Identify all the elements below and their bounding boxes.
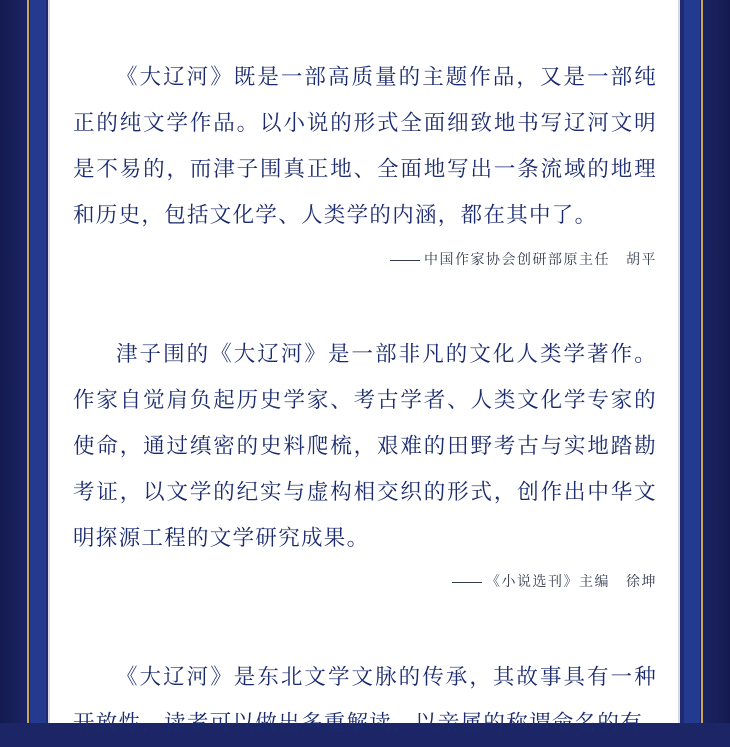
gold-border-left	[27, 0, 29, 723]
review-text: 《大辽河》既是一部高质量的主题作品，又是一部纯正的纯文学作品。以小说的形式全面细致地书写辽河文明是不易的，而津子围真正地、全面地写出一条流域的地理和历史，包括文化学、人类学的内涵，都在其中了。	[73, 65, 657, 228]
attribution-name: 胡平	[626, 252, 657, 268]
attribution-source: 《小说选刊》主编	[486, 574, 610, 590]
review-text: 津子围的《大辽河》是一部非凡的文化人类学著作。作家自觉肩负起历史学家、考古学者、人类文化学专家的使命，通过缜密的史料爬梳，艰难的田野考古与实地踏勘考证，以文学的纪实与虚构相交织的形式，创作出中华文明探源工程的文学研究成果。	[73, 342, 657, 551]
attribution-dash	[452, 582, 482, 583]
attribution-dash	[390, 260, 420, 261]
review-text: 《大辽河》是东北文学文脉的传承，其故事具有一种开放性，读者可以做出多重解读，以亲属的称谓命名的有	[73, 665, 657, 736]
review-attribution-1	[73, 249, 657, 269]
attribution-name: 徐坤	[626, 574, 657, 590]
review-quote-1	[73, 55, 657, 239]
blue-band-left	[30, 0, 46, 723]
review-quote-2	[73, 332, 657, 562]
blue-band-right	[684, 0, 700, 723]
attribution-source: 中国作家协会创研部原主任	[424, 252, 610, 268]
review-attribution-2	[73, 571, 657, 591]
gold-border-right	[701, 0, 703, 723]
review-quote-3	[73, 655, 657, 747]
